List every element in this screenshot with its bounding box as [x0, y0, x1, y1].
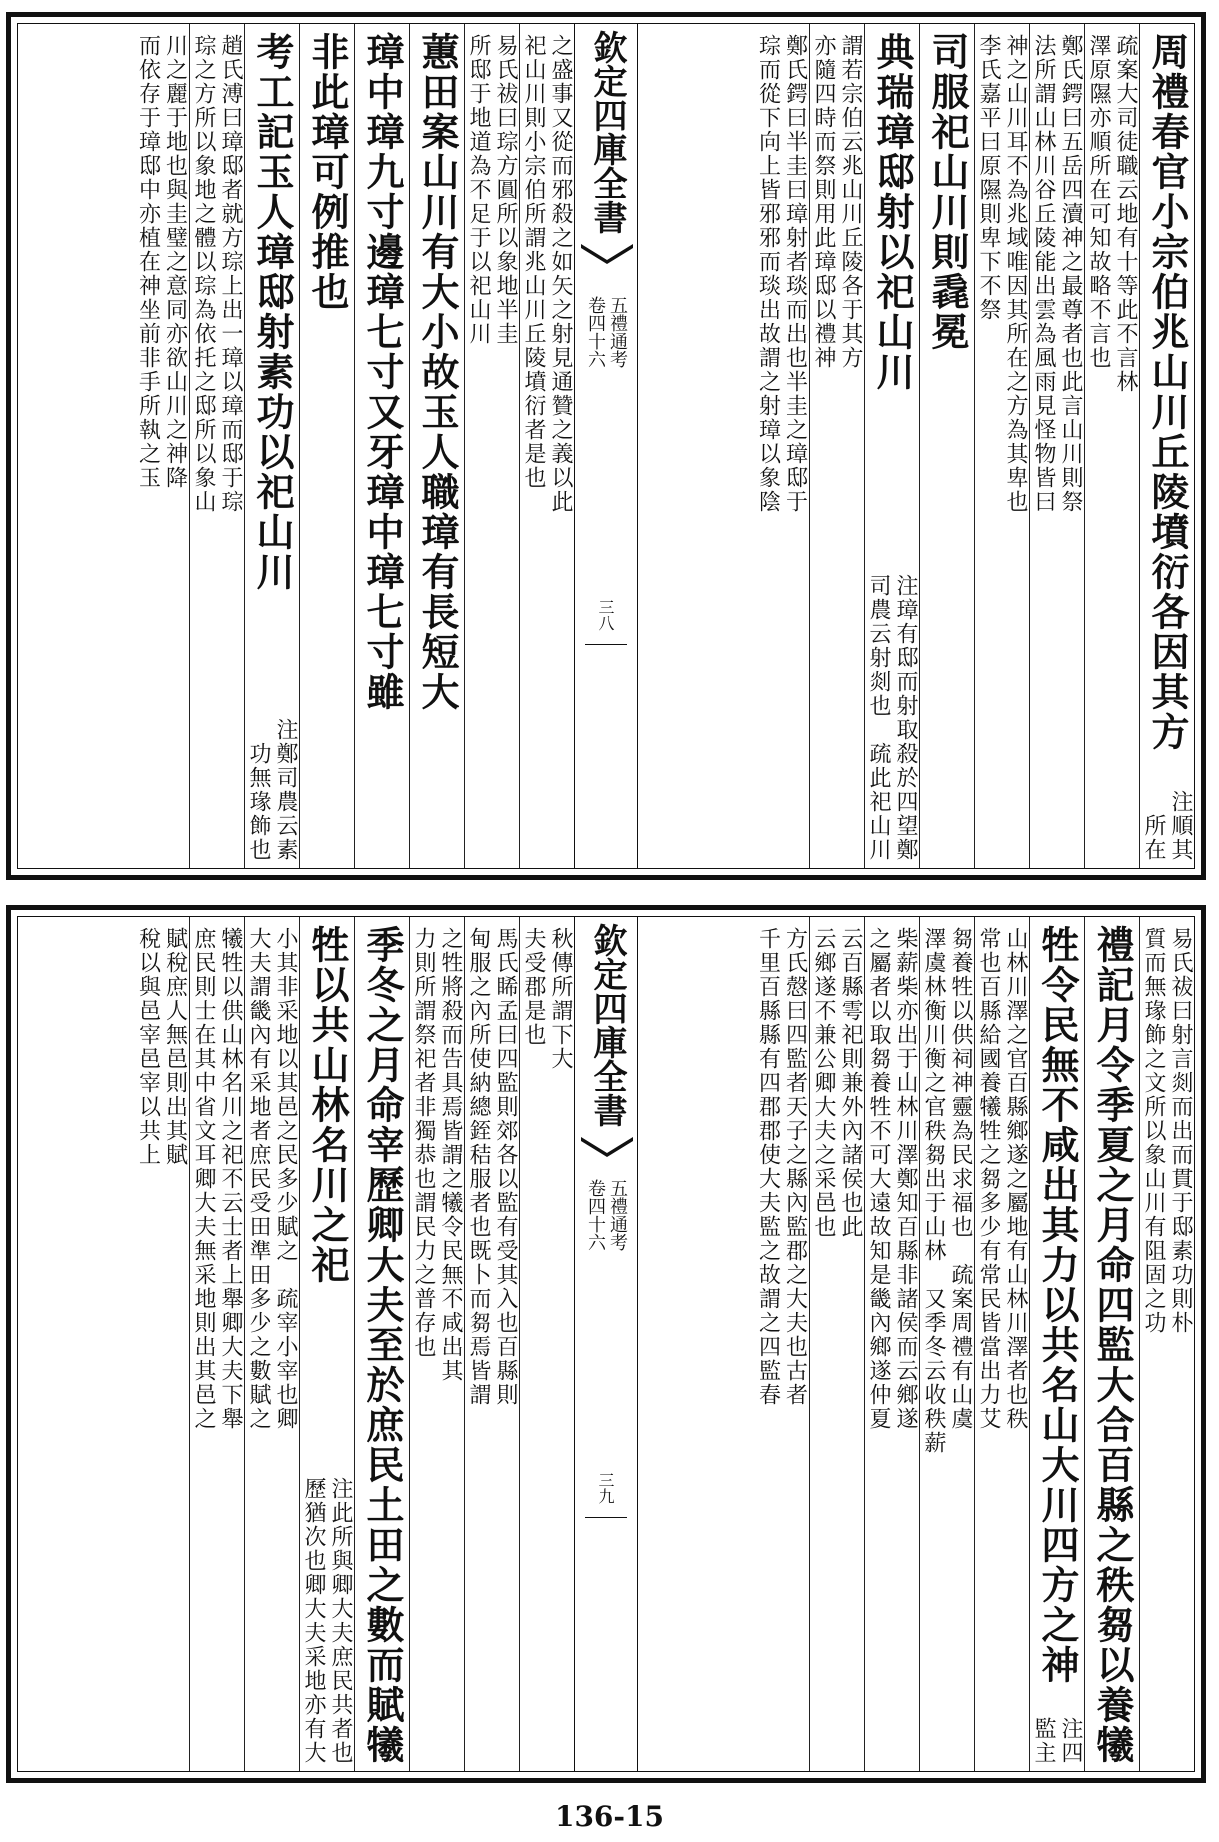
commentary-line: 千里百縣縣有四郡郡使大夫監之故謂之四監春	[755, 927, 781, 1407]
commentary-line: 方氏慤曰四監者天子之縣內監郡之大夫也古者	[782, 927, 808, 1407]
upper-left-column	[354, 24, 409, 868]
commentary-line: 芻養牲以供祠神靈為民求福也 疏案周禮有山虞	[948, 927, 973, 1431]
lower-left-half	[18, 917, 574, 1771]
lower-page-body	[18, 917, 1194, 1771]
lower-right-column	[864, 917, 919, 1771]
upper-left-column	[464, 24, 519, 868]
commentary-line: 之牲將殺而告具焉皆謂之犧令民無不咸出其	[438, 927, 463, 1383]
commentary-line: 法所謂山林川谷丘陵能出雲為風雨見怪物皆曰	[1031, 34, 1056, 514]
commentary-line: 謂若宗伯云兆山川丘陵各于其方	[838, 34, 863, 370]
main-text-line: 牲以共山林名川之祀	[305, 925, 350, 1285]
lower-spine-rule	[585, 1517, 627, 1518]
commentary-line: 琮而從下向上皆邪邪而琰出故謂之射璋以象陰	[755, 34, 781, 514]
lower-page-border	[17, 916, 1195, 1772]
lower-right-column	[754, 917, 809, 1771]
upper-right-column	[1139, 24, 1194, 868]
commentary-line: 易氏祓曰琮方圓所以象地半圭	[493, 34, 518, 346]
commentary-line: 之屬者以取芻養牲不可大遠故知是畿內鄉遂仲夏	[866, 927, 891, 1431]
lower-spine-title: 欽定四庫全書	[587, 923, 627, 1127]
commentary-line: 柴薪柴亦出于山林川澤鄭知百縣非諸侯而云鄉遂	[893, 927, 918, 1431]
main-text-line: 禮記月令季夏之月命四監大合百縣之秩芻以養犧	[1090, 925, 1135, 1765]
upper-left-column	[299, 24, 354, 868]
inline-note-line: 監主	[1031, 1717, 1056, 1765]
lower-right-column	[919, 917, 974, 1771]
inline-note-line: 注此所與卿大夫庶民共者也	[328, 1477, 353, 1765]
commentary-line: 庶民則士在其中省文耳卿大夫無采地則出其邑之	[191, 927, 216, 1431]
upper-left-column	[244, 24, 299, 868]
commentary-line: 之盛事又從而邪殺之如矢之射見通贊之義以此	[548, 34, 573, 514]
main-text-line: 周禮春官小宗伯兆山川丘陵墳衍各因其方	[1145, 32, 1190, 752]
lower-fishtail-icon	[579, 1135, 635, 1159]
lower-right-column	[809, 917, 864, 1771]
lower-page-frame	[6, 905, 1206, 1783]
lower-right-column	[974, 917, 1029, 1771]
upper-right-column	[754, 24, 809, 868]
upper-spine-book: 五禮通考	[607, 296, 628, 368]
inline-note-line: 注璋有邸而射取殺於四望鄭	[893, 574, 918, 862]
commentary-line: 賦稅庶人無邑則出其賦	[162, 927, 188, 1167]
commentary-line: 云鄉遂不兼公卿大夫之采邑也	[811, 927, 836, 1239]
upper-right-column	[919, 24, 974, 868]
lower-left-column	[189, 917, 244, 1771]
main-text-line: 考工記玉人璋邸射素功以祀山川	[250, 32, 295, 592]
inline-note-line: 功無瑑飾也	[246, 742, 271, 862]
upper-right-half	[638, 24, 1194, 868]
main-text-line: 季冬之月命宰歷卿大夫至於庶民土田之數而賦犧	[360, 925, 405, 1765]
inline-note	[300, 1467, 354, 1771]
lower-spine-book: 五禮通考	[607, 1179, 628, 1251]
commentary-line: 祀山川則小宗伯所謂兆山川丘陵墳衍者是也	[521, 34, 546, 490]
commentary-line: 力則所謂祭祀者非獨恭也謂民力之普存也	[411, 927, 436, 1359]
commentary-line: 云百縣雩祀則兼外內諸侯也此	[838, 927, 863, 1239]
commentary-line: 琮之方所以象地之體以琮為依托之邸所以象山	[191, 34, 216, 514]
commentary-line: 質而無瑑飾之文所以象山川有阻固之功	[1141, 927, 1166, 1335]
commentary-line: 所邸于地道為不足于以祀山川	[466, 34, 491, 346]
commentary-line: 甸服之內所使納總銍秸服者也既卜而芻焉皆謂	[466, 927, 491, 1407]
upper-right-column	[1084, 24, 1139, 868]
inline-note-line: 注鄭司農云素	[273, 718, 298, 862]
commentary-line: 小其非采地以其邑之民多少賦之 疏宰小宰也卿	[273, 927, 298, 1431]
commentary-line: 稅以與邑宰邑宰以共上	[135, 927, 161, 1167]
commentary-line: 澤虞林衡川衡之官秩芻出于山林 又季冬云收秩薪	[921, 927, 946, 1455]
commentary-line: 疏案大司徒職云地有十等此不言林	[1113, 34, 1138, 394]
commentary-line: 山林川澤之官百縣鄉遂之屬地有山林川澤者也秩	[1003, 927, 1028, 1431]
commentary-line: 神之山川耳不為兆域唯因其所在之方為其卑也	[1003, 34, 1028, 514]
upper-spine-page: 三八	[596, 599, 615, 631]
inline-note-line: 司農云射剡也 疏此祀山川	[866, 574, 891, 862]
upper-spine	[574, 24, 638, 868]
upper-spine-juan-block	[575, 296, 637, 368]
commentary-line: 夫受郡是也	[521, 927, 546, 1047]
main-text-line: 蕙田案山川有大小故玉人職璋有長短大	[415, 32, 460, 712]
inline-note-line: 注四	[1058, 1717, 1083, 1765]
main-text-line: 璋中璋九寸邊璋七寸又牙璋中璋七寸雖	[360, 32, 405, 712]
commentary-line: 犧牲以供山林名川之祀不云士者上舉卿大夫下舉	[218, 927, 243, 1431]
commentary-line: 馬氏睎孟曰四監則郊各以監有受其入也百縣則	[493, 927, 518, 1407]
commentary-line: 易氏祓曰射言剡而出而貫于邸素功則朴	[1168, 927, 1193, 1335]
commentary-line: 秋傳所謂下大	[548, 927, 573, 1071]
commentary-line: 澤原隰亦順所在可知故略不言也	[1086, 34, 1111, 370]
lower-left-column	[134, 917, 189, 1771]
upper-right-column	[809, 24, 864, 868]
upper-left-column	[189, 24, 244, 868]
inline-note	[1030, 1707, 1084, 1771]
lower-left-column	[354, 917, 409, 1771]
commentary-line: 常也百縣給國養犧牲之芻多少有常民皆當出力艾	[976, 927, 1001, 1431]
lower-spine-page: 三九	[596, 1472, 615, 1504]
inline-note	[1140, 780, 1194, 868]
upper-spine-title: 欽定四庫全書	[587, 30, 627, 234]
inline-note	[245, 708, 299, 868]
commentary-line: 而依存于璋邸中亦植在神坐前非手所執之玉	[135, 34, 161, 490]
lower-spine-juan: 卷四十六	[585, 1179, 606, 1251]
upper-page-frame	[6, 12, 1206, 880]
upper-fishtail-icon	[579, 242, 635, 266]
commentary-line: 鄭氏鍔曰半圭曰璋射者琰而出也半圭之璋邸于	[782, 34, 808, 514]
lower-spine	[574, 917, 638, 1771]
inline-note-line: 注順其	[1168, 790, 1193, 862]
upper-right-column	[1029, 24, 1084, 868]
inline-note-line: 歷猶次也卿大夫采地亦有大	[301, 1477, 326, 1765]
upper-spine-juan: 卷四十六	[585, 296, 606, 368]
lower-right-half	[638, 917, 1194, 1771]
upper-right-column	[974, 24, 1029, 868]
commentary-line: 大夫謂畿內有采地者庶民受田準田多少之數賦之	[246, 927, 271, 1431]
main-text-line: 司服祀山川則毳冕	[925, 32, 970, 352]
commentary-line: 川之麗于地也與圭璧之意同亦欲山川之神降	[162, 34, 188, 490]
lower-left-column	[299, 917, 354, 1771]
commentary-line: 亦隨四時而祭則用此璋邸以禮神	[811, 34, 836, 370]
upper-page-border	[17, 23, 1195, 869]
lower-right-column	[1139, 917, 1194, 1771]
lower-left-column	[519, 917, 574, 1771]
commentary-line: 趙氏溥曰璋邸者就方琮上出一璋以璋而邸于琮	[218, 34, 243, 514]
upper-spine-rule	[585, 644, 627, 645]
inline-note-line: 所在	[1141, 814, 1166, 862]
main-text-line: 非此璋可例推也	[305, 32, 350, 312]
page-number: 136-15	[554, 1800, 665, 1833]
lower-left-column	[244, 917, 299, 1771]
upper-left-column	[519, 24, 574, 868]
lower-left-column	[464, 917, 519, 1771]
inline-note	[865, 564, 919, 868]
upper-right-column	[864, 24, 919, 868]
commentary-line: 李氏嘉平曰原隰則卑下不祭	[976, 34, 1001, 322]
main-text-line: 牲令民無不咸出其力以共名山大川四方之神	[1035, 925, 1080, 1685]
upper-left-half	[18, 24, 574, 868]
upper-left-column	[134, 24, 189, 868]
commentary-line: 鄭氏鍔曰五岳四瀆神之最尊者也此言山川則祭	[1058, 34, 1083, 514]
main-text-line: 典瑞璋邸射以祀山川	[870, 32, 915, 392]
lower-right-column	[1084, 917, 1139, 1771]
lower-left-column	[409, 917, 464, 1771]
lower-right-column	[1029, 917, 1084, 1771]
upper-page-body	[18, 24, 1194, 868]
lower-spine-juan-block	[575, 1179, 637, 1251]
upper-left-column	[409, 24, 464, 868]
